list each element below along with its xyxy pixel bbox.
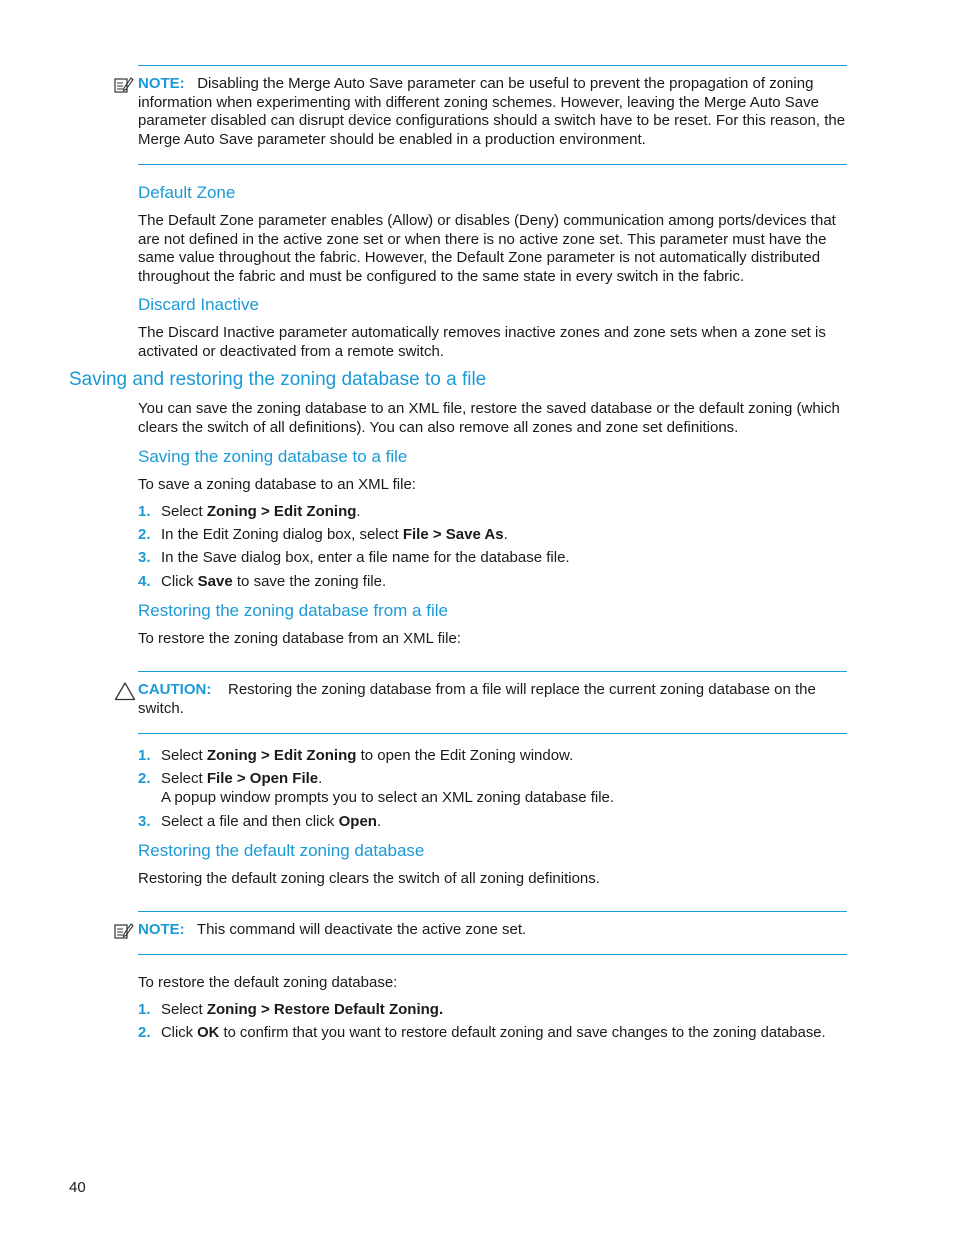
saving-restoring-text: You can save the zoning database to an XML file, restore the saved database or the default zoning (which clears the switch of all definitions). You can also remove all zones and zone set definitions.: [138, 400, 840, 436]
heading-saving-file: Saving the zoning database to a file: [138, 447, 408, 466]
step-subtext: A popup window prompts you to select an XML zoning database file.: [161, 789, 615, 806]
note-top-rule: [138, 65, 847, 66]
heading-restoring-default: Restoring the default zoning database: [138, 841, 425, 860]
note-deactivate: [138, 921, 846, 940]
restoring-file-intro: To restore the zoning database from an XML file:: [138, 630, 461, 647]
restoring-default-text: Restoring the default zoning clears the switch of all zoning definitions.: [138, 870, 600, 887]
heading-saving-restoring: Saving and restoring the zoning database to a file: [69, 369, 487, 390]
restoring-default-intro: To restore the default zoning database:: [138, 974, 398, 991]
note-icon: [114, 922, 134, 940]
discard-inactive-text: The Discard Inactive parameter automatically removes inactive zones and zone sets when a zone set is activated or deactivated from a remote switch.: [138, 324, 826, 360]
heading-default-zone: Default Zone: [138, 183, 236, 202]
note-icon: [114, 76, 134, 94]
caution-restore-file: [138, 681, 846, 718]
note-label: NOTE:: [138, 75, 185, 92]
note2-bottom-rule: [138, 954, 847, 955]
note-text: This command will deactivate the active zone set.: [196, 921, 527, 938]
note2-top-rule: [138, 911, 847, 912]
note-merge-auto-save: [138, 75, 846, 150]
heading-restoring-file: Restoring the zoning database from a file: [138, 601, 448, 620]
default-zone-text: The Default Zone parameter enables (Allow) or disables (Deny) communication among ports/devices that are not defined in the active zone set or when there is no active zone set. This parameter must have the same value throughout the fabric. However, the Default Zone parameter is not automatically distributed throughout the fabric and must be configured to the same state in every switch in the fabric.: [138, 212, 836, 286]
caution-icon: [114, 681, 136, 701]
page-number: 40: [69, 1179, 86, 1196]
note-label: NOTE:: [138, 921, 185, 938]
caution-bottom-rule: [138, 733, 847, 734]
caution-text: Restoring the zoning database from a file will replace the current zoning database on the switch.: [138, 681, 816, 717]
saving-intro: To save a zoning database to an XML file:: [138, 476, 416, 493]
note-text: Disabling the Merge Auto Save parameter can be useful to prevent the propagation of zoning information when experimenting with different zoning schemes. However, leaving the Merge Auto Save parameter disabled can disrupt device configurations should a switch have to be reset. For this reason, the Merge Auto Save parameter should be enabled in a production environment.: [138, 75, 846, 149]
caution-top-rule: [138, 671, 847, 672]
heading-discard-inactive: Discard Inactive: [138, 295, 259, 314]
note-bottom-rule: [138, 164, 847, 165]
caution-label: CAUTION:: [138, 681, 212, 698]
